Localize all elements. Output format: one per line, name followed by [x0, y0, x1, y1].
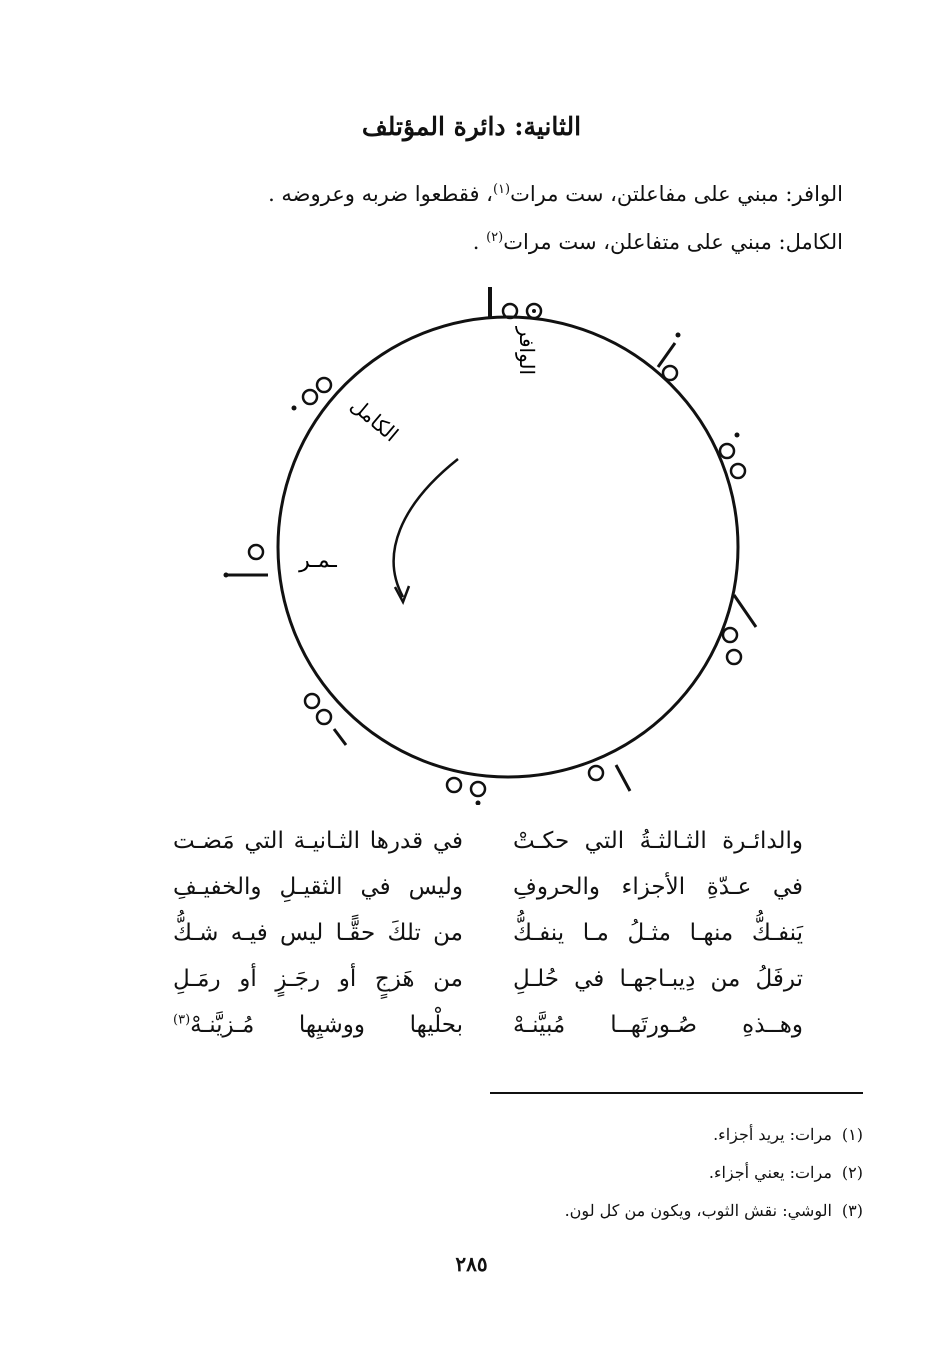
meter-label-third: ـمـر [299, 548, 337, 573]
intro-text: الكامل: مبني على متفاعلن، ست مرات [503, 230, 843, 254]
verse-left-hemistich: من تلكَ حقًّـا ليس فيـه شـكُّ [173, 920, 463, 946]
footnote-number: (٣) [841, 1201, 863, 1220]
intro-line-wafir [123, 182, 843, 206]
meter-label-wafir: الوافر [515, 326, 539, 376]
footnote-text: مرات: يعني أجزاء. [708, 1163, 832, 1182]
intro-text-after: . [472, 230, 487, 254]
footnote-ref: (١) [492, 182, 511, 197]
verse-left-hemistich [173, 1012, 463, 1038]
mark-6 [305, 694, 346, 745]
circle [278, 317, 738, 777]
page-number: ٢٨٥ [455, 1252, 488, 1276]
verse-left-hemistich: وليس في الثقيـلِ والخفيـفِ [173, 874, 463, 900]
footnote-ref: (٣) [173, 1012, 191, 1028]
intro-text: الوافر: مبني على مفاعلتن، ست مرات [510, 182, 843, 206]
footnote-item [163, 1163, 863, 1201]
verse-right-hemistich: والدائـرة الثـالثـةُ التي حكـتْ [513, 828, 803, 854]
hemistich-text: بحلْيها ووشيِها مُـزيَّنـهْ [190, 1012, 463, 1038]
mark-4 [589, 765, 630, 791]
mark-1 [658, 333, 681, 381]
verse-left-hemistich: في قدرها الثـانيـة التي مَضـت [173, 828, 463, 854]
verse-right-hemistich: يَنفـكُّ منهـا مثـلُ مـا ينفـكُّ [513, 920, 803, 946]
verse-row [0, 1012, 943, 1052]
verse-right-hemistich: وهــذهِ صُـورتَهــا مُبيَّنـهْ [513, 1012, 803, 1038]
verse-row [0, 828, 943, 868]
mark-5 [447, 778, 485, 805]
footnote-divider [490, 1092, 863, 1094]
intro-line-kamil [123, 230, 843, 254]
verse-right-hemistich: ترفَلُ من دِيبـاجهـا في حُلـلِ [513, 966, 803, 992]
footnote-number: (٢) [841, 1163, 863, 1182]
footnote-ref: (٢) [486, 230, 504, 245]
footnote-text: مرات: يريد أجزاء. [713, 1125, 832, 1144]
footnotes [163, 1125, 863, 1239]
verse-row [0, 920, 943, 960]
meter-label-kamil: الكامل [345, 392, 404, 447]
verse-left-hemistich: من هَزجٍ أو رجَـزٍ أو رمَـلِ [173, 966, 463, 992]
mark-7 [224, 545, 269, 578]
meter-circle-diagram [200, 275, 760, 805]
mark-3 [723, 595, 756, 664]
mark-top [490, 287, 541, 319]
verse-row [0, 874, 943, 914]
verse-right-hemistich: في عـدّةِ الأجزاء والحروفِ [513, 874, 803, 900]
footnote-item [163, 1125, 863, 1163]
footnote-item [163, 1201, 863, 1239]
footnote-number: (١) [841, 1125, 863, 1144]
verse-row [0, 966, 943, 1006]
direction-arrow [394, 459, 458, 597]
footnote-text: الوشي: نقش الثوب، ويكون من كل لون. [564, 1201, 832, 1220]
page-title: الثانية: دائرة المؤتلف [361, 112, 582, 141]
intro-text-after: ، فقطعوا ضربه وعروضه . [268, 182, 493, 206]
